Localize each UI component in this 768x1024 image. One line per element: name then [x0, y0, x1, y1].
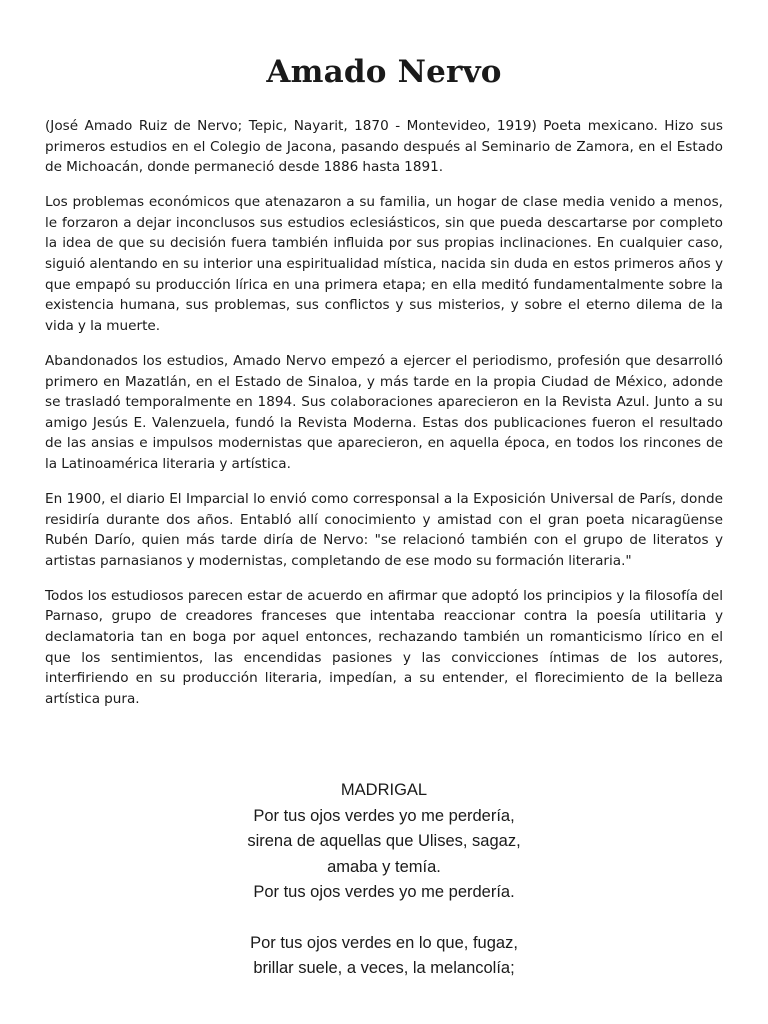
poem-line: Por tus ojos verdes en lo que, fugaz,	[250, 933, 518, 952]
paragraph-journalism: Abandonados los estudios, Amado Nervo empezó a ejercer el periodismo, profesión que desarrolló primero en Mazatlán, en el Estado de Sinaloa, y más tarde en la propia Ciudad de México, adonde se trasladó temporalmente en 1894. Sus colaboraciones aparecieron en la Revista Azul. Junto a su amigo Jesús E. Valenzuela, fundó la Revista Moderna. Estas dos publicaciones fueron el resultado de las ansias e impulsos modernistas que aparecieron, en aquella época, en todos los rincones de la Latinoamérica literaria y artística.	[45, 352, 723, 472]
poem-title: MADRIGAL	[340, 781, 428, 799]
paragraph-parnaso: Todos los estudiosos parecen estar de acuerdo en afirmar que adoptó los principios y la filosofía del Parnaso, grupo de creadores franceses que intentaba reaccionar contra la poesía utilitaria y declamatoria tan en boga por aquel entonces, rechazando también un romanticismo lírico en el que los sentimientos, las encendidas pasiones y las convicciones íntimas de los autores, interfiriendo en su producción literaria, impedían, a su entender, el florecimiento de la belleza artística pura.	[45, 587, 723, 707]
paragraph-paris: En 1900, el diario El Imparcial lo envió como corresponsal a la Exposición Universal de París, donde residiría durante dos años. Entabló allí conocimiento y amistad con el gran poeta nicaragüense Rubén Darío, quien más tarde diría de Nervo: "se relacionó también con el grupo de literatos y artistas parnasianos y modernistas, completando de ese modo su formación literaria."	[45, 491, 723, 569]
poem-line: amaba y temía.	[327, 857, 441, 876]
paragraph-biography-intro: (José Amado Ruiz de Nervo; Tepic, Nayarit, 1870 - Montevideo, 1919) Poeta mexicano. Hizo sus primeros estudios en el Colegio de Jacona, pasando después al Seminario de Zamora, en el Estado de Michoacán, donde permaneció desde 1886 hasta 1891.	[45, 118, 723, 176]
poem-line: brillar suele, a veces, la melancolía;	[253, 959, 515, 977]
paragraph-family-problems: Los problemas económicos que atenazaron a su familia, un hogar de clase media venido a menos, le forzaron a dejar inconclusos sus estudios eclesiásticos, sin que pueda descartarse por completo la idea de que su decisión fuera también influida por sus propias inclinaciones. En cualquier caso, siguió alentando en su interior una espiritualidad mística, nacida sin duda en estos primeros años y que empapó su producción lírica en una primera etapa; en ella meditó fundamentalmente sobre la existencia humana, sus problemas, sus conflictos y sus misterios, y sobre el eterno dilema de la vida y la muerte.	[45, 194, 723, 334]
poem-line: Por tus ojos verdes yo me perdería.	[253, 883, 515, 901]
poem-madrigal	[0, 778, 768, 982]
poem-line: Por tus ojos verdes yo me perdería,	[253, 806, 515, 825]
stanza-break	[0, 906, 768, 931]
poem-line: sirena de aquellas que Ulises, sagaz,	[247, 832, 521, 850]
document-title: Amado Nervo	[266, 54, 502, 90]
document-body	[45, 52, 723, 724]
